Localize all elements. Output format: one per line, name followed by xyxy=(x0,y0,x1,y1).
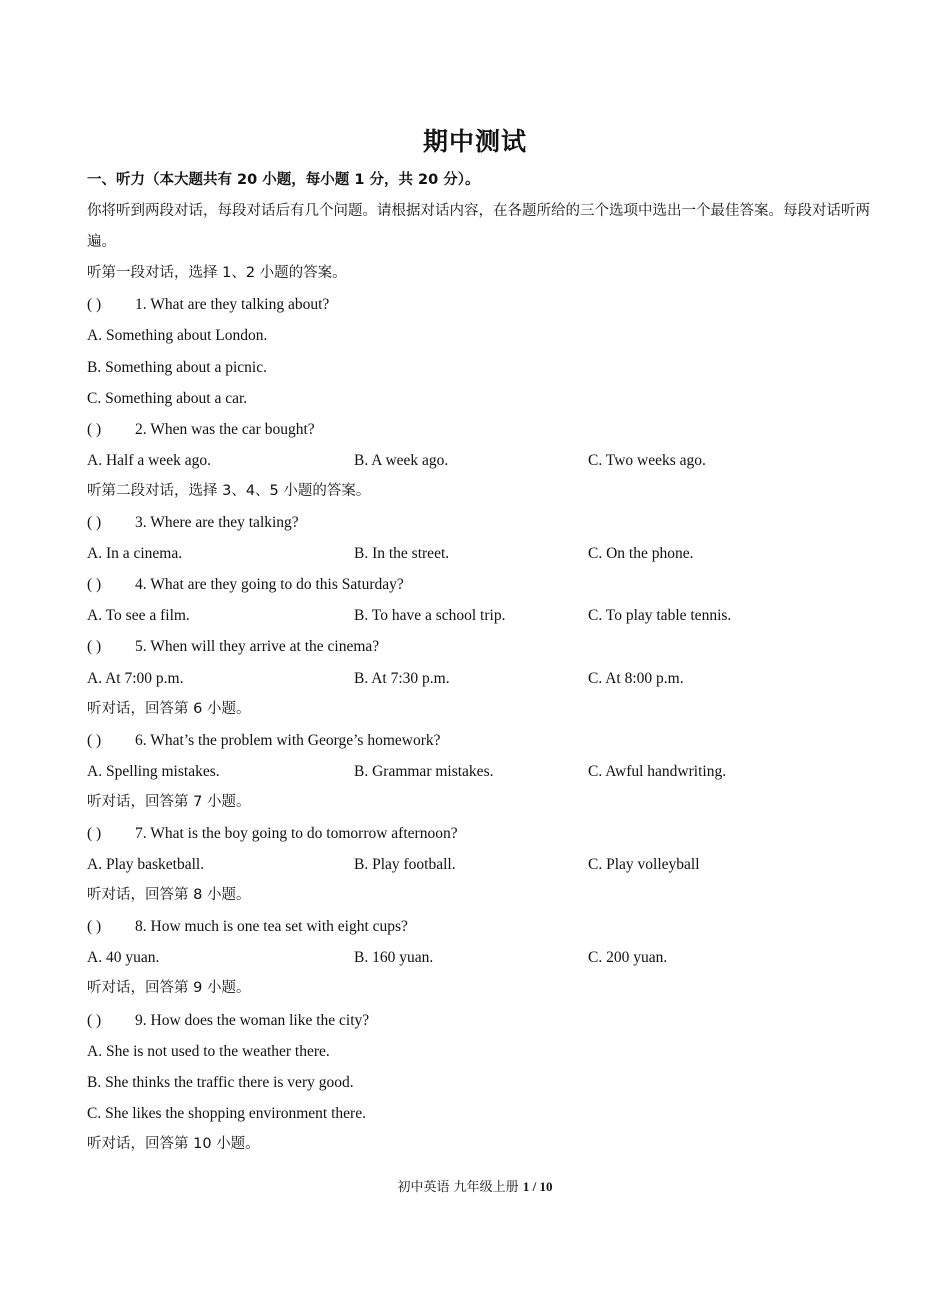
dialog-instruction: 听对话，回答第 6 小题。 xyxy=(87,700,251,717)
option-a: A. Something about London. xyxy=(87,327,268,345)
option-a: A. 40 yuan. xyxy=(87,949,160,967)
option-c: C. Play volleyball xyxy=(588,856,700,874)
answer-blank: ( ) xyxy=(87,731,102,749)
option-c: C. To play table tennis. xyxy=(588,607,732,625)
option-b: B. In the street. xyxy=(354,545,450,563)
option-b: B. A week ago. xyxy=(354,451,449,469)
answer-blank: ( ) xyxy=(87,576,102,594)
option-a: A. At 7:00 p.m. xyxy=(87,669,184,687)
options-row xyxy=(87,756,877,787)
option-c: C. Two weeks ago. xyxy=(588,451,706,469)
question-4 xyxy=(87,569,877,600)
options-row xyxy=(87,538,877,569)
answer-blank: ( ) xyxy=(87,420,102,438)
question-6 xyxy=(87,725,877,756)
option-b: B. At 7:30 p.m. xyxy=(354,669,450,687)
footer-subject: 初中英语 九年级上册 xyxy=(397,1180,519,1195)
page-number: 1 / 10 xyxy=(522,1179,553,1194)
option-b: B. Play football. xyxy=(354,856,456,874)
option-b: B. Grammar mistakes. xyxy=(354,762,494,780)
option-b: B. 160 yuan. xyxy=(354,949,434,967)
option-c: C. 200 yuan. xyxy=(588,949,668,967)
question-text: 8. How much is one tea set with eight cups? xyxy=(135,918,408,936)
section-instructions: 你将听到两段对话，每段对话后有几个问题。请根据对话内容，在各题所给的三个选项中选出一个最佳答案。每段对话听两遍。 xyxy=(87,203,870,251)
answer-blank: ( ) xyxy=(87,638,102,656)
answer-blank: ( ) xyxy=(87,824,102,842)
option-c: C. She likes the shopping environment there. xyxy=(87,1104,366,1122)
section-heading: 一、听力（本大题共有 20 小题，每小题 1 分，共 20 分）。 xyxy=(87,172,480,188)
question-text: 5. When will they arrive at the cinema? xyxy=(135,638,380,656)
question-7 xyxy=(87,818,877,849)
question-2 xyxy=(87,414,877,445)
dialog-instruction: 听对话，回答第 8 小题。 xyxy=(87,887,251,904)
dialog-instruction: 听对话，回答第 7 小题。 xyxy=(87,793,251,810)
option-a: A. To see a film. xyxy=(87,607,190,625)
question-text: 9. How does the woman like the city? xyxy=(135,1011,370,1029)
answer-blank: ( ) xyxy=(87,918,102,936)
question-text: 3. Where are they talking? xyxy=(135,514,299,532)
page-title: 期中测试 xyxy=(422,127,527,156)
options-row xyxy=(87,663,877,694)
option-b: B. To have a school trip. xyxy=(354,607,506,625)
option-c: C. Awful handwriting. xyxy=(588,762,727,780)
option-a: A. Play basketball. xyxy=(87,856,205,874)
question-text: 7. What is the boy going to do tomorrow afternoon? xyxy=(135,824,458,842)
question-text: 4. What are they going to do this Saturday? xyxy=(135,576,404,594)
question-3 xyxy=(87,507,877,538)
option-a: A. Half a week ago. xyxy=(87,451,211,469)
page-footer xyxy=(0,1176,950,1195)
option-c: C. At 8:00 p.m. xyxy=(588,669,684,687)
dialog-instruction: 听对话，回答第 10 小题。 xyxy=(87,1135,260,1152)
answer-blank: ( ) xyxy=(87,1011,102,1029)
dialog-instruction: 听对话，回答第 9 小题。 xyxy=(87,980,251,997)
answer-blank: ( ) xyxy=(87,296,102,314)
option-b: B. Something about a picnic. xyxy=(87,358,267,376)
option-b: B. She thinks the traffic there is very good. xyxy=(87,1073,354,1091)
question-5 xyxy=(87,631,877,662)
option-c: C. Something about a car. xyxy=(87,389,248,407)
question-text: 2. When was the car bought? xyxy=(135,420,315,438)
exam-content xyxy=(87,165,877,1160)
options-row xyxy=(87,445,877,476)
option-a: A. She is not used to the weather there. xyxy=(87,1042,330,1060)
question-text: 1. What are they talking about? xyxy=(135,296,330,314)
options-row xyxy=(87,849,877,880)
dialog-instruction: 听第二段对话，选择 3、4、5 小题的答案。 xyxy=(87,482,371,499)
dialog-instruction: 听第一段对话，选择 1、2 小题的答案。 xyxy=(87,265,347,282)
question-text: 6. What’s the problem with George’s homework? xyxy=(135,731,441,749)
option-a: A. Spelling mistakes. xyxy=(87,762,220,780)
question-1 xyxy=(87,289,877,320)
option-c: C. On the phone. xyxy=(588,545,694,563)
option-a: A. In a cinema. xyxy=(87,545,183,563)
answer-blank: ( ) xyxy=(87,514,102,532)
options-row xyxy=(87,942,877,973)
question-9 xyxy=(87,1005,877,1036)
question-8 xyxy=(87,911,877,942)
options-row xyxy=(87,600,877,631)
